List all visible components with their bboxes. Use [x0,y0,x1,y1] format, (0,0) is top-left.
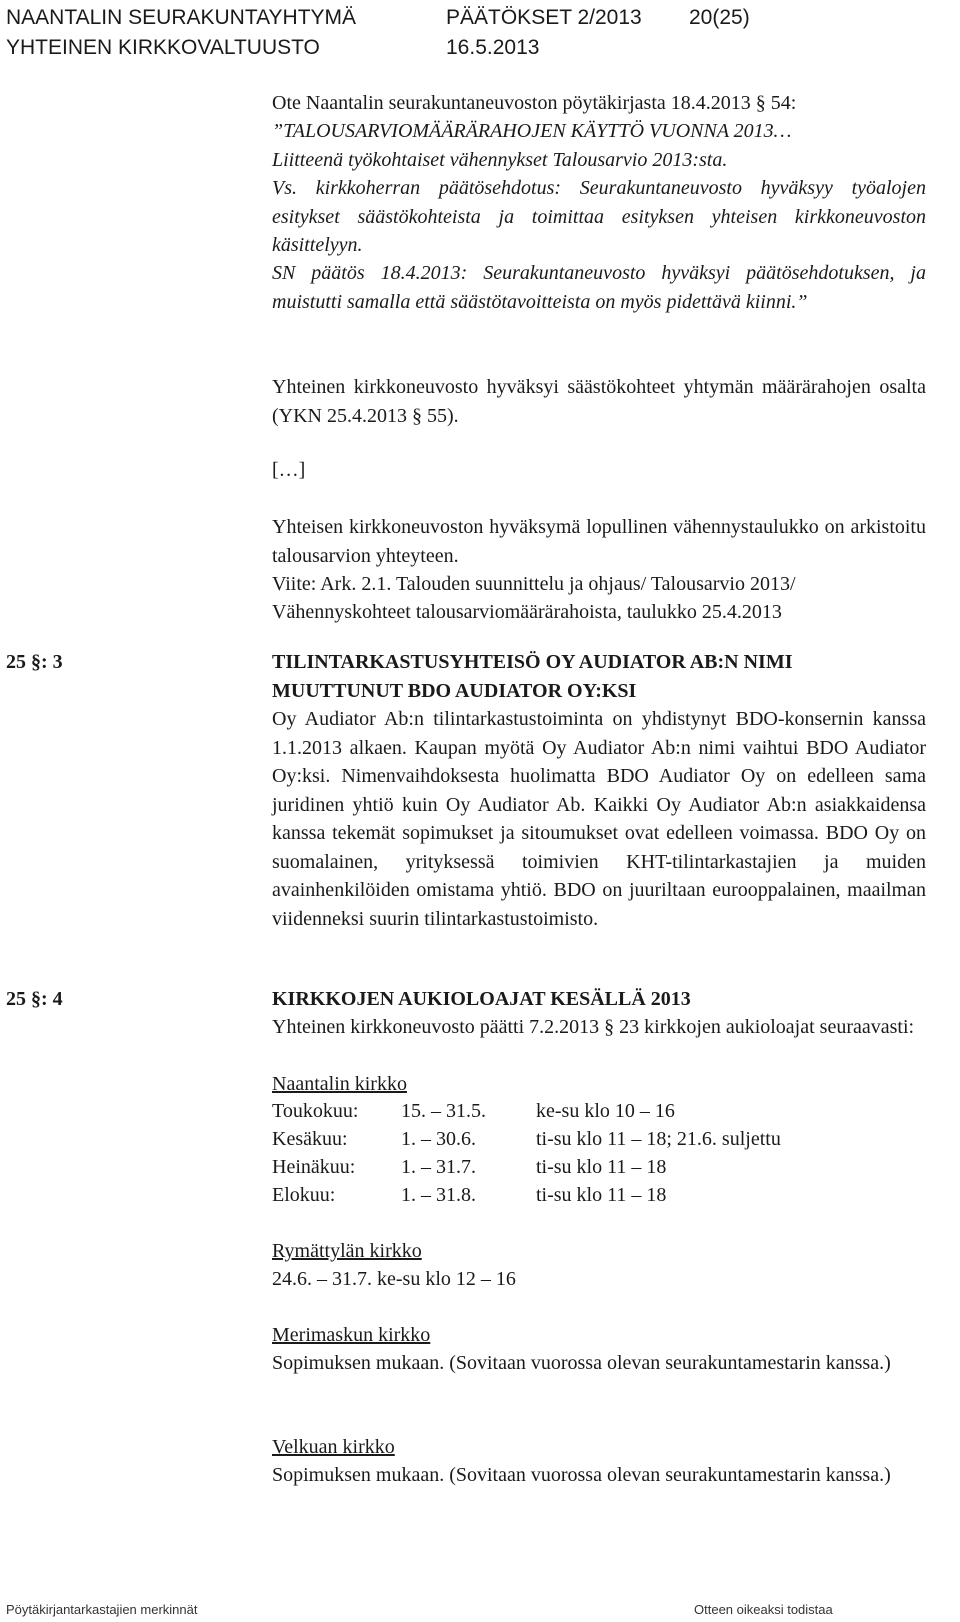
rymattyla-church-heading: Rymättylän kirkko [272,1240,422,1262]
page-number: 20(25) [689,6,750,29]
meeting-date: 16.5.2013 [446,36,540,59]
quote-source-line: Ote Naantalin seurakuntaneuvoston pöytäkirjasta 18.4.2013 § 54: [272,92,797,114]
section-4-title: KIRKKOJEN AUKIOLOAJAT KESÄLLÄ 2013 [272,988,691,1010]
merimasku-church-heading: Merimaskun kirkko [272,1324,431,1346]
schedule-month: Toukokuu: [272,1100,359,1122]
schedule-month: Heinäkuu: [272,1156,356,1178]
velkua-church-heading: Velkuan kirkko [272,1436,395,1458]
reference-line-2: Vähennyskohteet talousarviomäärärahoista, taulukko 25.4.2013 [272,601,782,623]
schedule-dates: 1. – 31.8. [401,1184,476,1206]
quote-heading: ”TALOUSARVIOMÄÄRÄRAHOJEN KÄYTTÖ VUONNA 2013… [272,120,792,142]
section-4-intro: Yhteinen kirkkoneuvosto päätti 7.2.2013 § 23 kirkkojen aukioloajat seuraavasti: [272,1016,915,1038]
schedule-hours: ti-su klo 11 – 18 [536,1156,667,1178]
organization-name: NAANTALIN SEURAKUNTAYHTYMÄ [6,6,357,29]
quote-decision: SN päätös 18.4.2013: Seurakuntaneuvosto hyväksyi päätösehdotuksen, ja muistutti samalla että säästötavoitteista on myös pidettävä kiinni.” [272,262,926,313]
schedule-month: Kesäkuu: [272,1128,348,1150]
footer-reviewers-note: Pöytäkirjantarkastajien merkinnät [6,1602,198,1617]
schedule-dates: 1. – 30.6. [401,1128,476,1150]
schedule-hours: ti-su klo 11 – 18; 21.6. suljettu [536,1128,781,1150]
document-title: PÄÄTÖKSET 2/2013 [446,6,642,29]
merimasku-hours: Sopimuksen mukaan. (Sovitaan vuorossa olevan seurakuntamestarin kanssa.) [272,1352,891,1374]
section-3-title: TILINTARKASTUSYHTEISÖ OY AUDIATOR AB:N NIMI MUUTTUNUT BDO AUDIATOR OY:KSI [272,651,793,702]
archive-paragraph: Yhteisen kirkkoneuvoston hyväksymä lopullinen vähennystaulukko on arkistoitu talousarvion yhteyteen. [272,516,926,567]
quote-proposal: Vs. kirkkoherran päätösehdotus: Seurakuntaneuvosto hyväksyy työalojen esitykset säästökohteista ja toimittaa esityksen yhteisen kirkkoneuvoston käsittelyyn. [272,177,926,256]
approval-paragraph: Yhteinen kirkkoneuvosto hyväksyi säästökohteet yhtymän määrärahojen osalta (YKN 25.4.2013 § 55). [272,376,926,427]
footer-certification-note: Otteen oikeaksi todistaa [694,1602,833,1617]
quote-attachment-note: Liitteenä työkohtaiset vähennykset Talousarvio 2013:sta. [272,149,728,171]
body-name: YHTEINEN KIRKKOVALTUUSTO [6,36,320,59]
schedule-month: Elokuu: [272,1184,336,1206]
reference-line-1: Viite: Ark. 2.1. Talouden suunnittelu ja ohjaus/ Talousarvio 2013/ [272,573,796,595]
schedule-hours: ke-su klo 10 – 16 [536,1100,675,1122]
section-3-number: 25 §: 3 [6,651,63,673]
schedule-dates: 1. – 31.7. [401,1156,476,1178]
schedule-hours: ti-su klo 11 – 18 [536,1184,667,1206]
omission-marker: […] [272,459,306,481]
velkua-hours: Sopimuksen mukaan. (Sovitaan vuorossa olevan seurakuntamestarin kanssa.) [272,1464,891,1486]
section-4-number: 25 §: 4 [6,988,63,1010]
naantali-church-heading: Naantalin kirkko [272,1073,407,1095]
rymattyla-hours: 24.6. – 31.7. ke-su klo 12 – 16 [272,1268,516,1290]
section-3-body: Oy Audiator Ab:n tilintarkastustoiminta on yhdistynyt BDO-konsernin kanssa 1.1.2013 alkaen. Kaupan myötä Oy Audiator Ab:n nimi vaihtui BDO Audiator Oy:ksi. Nimenvaihdoksesta huolimatta BDO Audiator Oy on edelleen sama juridinen yhtiö kuin Oy Audiator Ab. Kaikki Oy Audiator Ab:n asiakkaidensa kanssa tekemät sopimukset ja sitoumukset ovat edelleen voimassa. BDO Oy on suomalainen, yrityksessä toimivien KHT-tilintarkastajien ja muiden avainhenkilöiden omistama yhtiö. BDO on juuriltaan eurooppalainen, maailman viidenneksi suurin tilintarkastustoimisto. [272,708,926,930]
schedule-dates: 15. – 31.5. [401,1100,486,1122]
